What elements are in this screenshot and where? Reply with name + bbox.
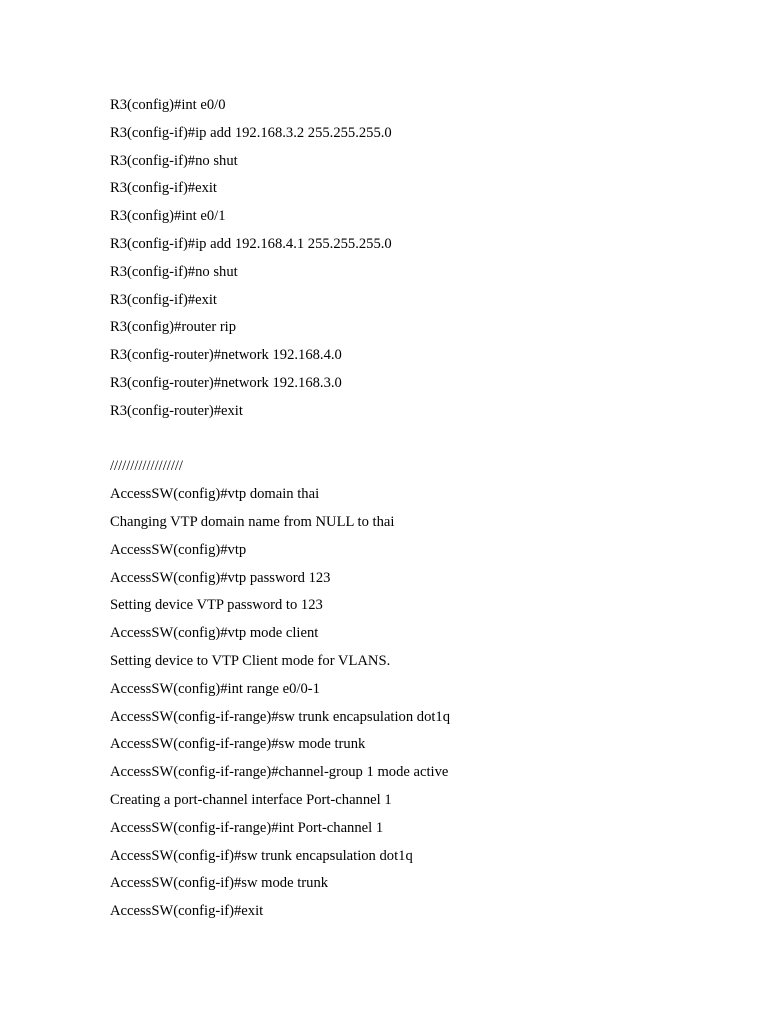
- text-line: R3(config-if)#ip add 192.168.3.2 255.255.255.0: [110, 124, 392, 141]
- text-line: AccessSW(config-if)#exit: [110, 903, 264, 920]
- text-line: Changing VTP domain name from NULL to thai: [110, 513, 395, 530]
- text-line: R3(config)#int e0/0: [110, 97, 226, 113]
- document-body: [110, 94, 730, 928]
- text-line: R3(config-if)#no shut: [110, 152, 238, 169]
- text-line: AccessSW(config-if-range)#int Port-channel 1: [110, 819, 384, 836]
- text-line: Setting device to VTP Client mode for VLANS.: [110, 652, 391, 669]
- text-line: AccessSW(config-if)#sw trunk encapsulation dot1q: [110, 847, 413, 864]
- text-line: R3(config-if)#ip add 192.168.4.1 255.255.255.0: [110, 235, 392, 252]
- text-line: AccessSW(config)#vtp mode client: [110, 625, 319, 642]
- text-line: R3(config-router)#exit: [110, 402, 243, 419]
- text-line: R3(config-router)#network 192.168.3.0: [110, 374, 342, 391]
- text-line: AccessSW(config-if-range)#sw mode trunk: [110, 736, 366, 753]
- text-line: R3(config)#router rip: [110, 319, 237, 336]
- text-line: R3(config-if)#exit: [110, 291, 217, 308]
- text-line: AccessSW(config)#vtp domain thai: [110, 486, 320, 503]
- text-line: AccessSW(config-if-range)#channel-group 1 mode active: [110, 764, 449, 781]
- text-line: R3(config)#int e0/1: [110, 208, 226, 225]
- blank-line: [110, 428, 730, 456]
- separator-line: //////////////////: [110, 458, 183, 475]
- text-line: AccessSW(config-if)#sw mode trunk: [110, 875, 329, 892]
- text-line: AccessSW(config-if-range)#sw trunk encapsulation dot1q: [110, 708, 451, 725]
- text-line: AccessSW(config)#vtp: [110, 541, 247, 558]
- text-line: AccessSW(config)#vtp password 123: [110, 569, 331, 586]
- text-line: R3(config-if)#no shut: [110, 263, 238, 280]
- text-line: Setting device VTP password to 123: [110, 597, 323, 614]
- text-line: Creating a port-channel interface Port-channel 1: [110, 791, 392, 808]
- text-line: AccessSW(config)#int range e0/0-1: [110, 680, 320, 697]
- text-line: R3(config-if)#exit: [110, 180, 217, 197]
- text-line: R3(config-router)#network 192.168.4.0: [110, 347, 342, 364]
